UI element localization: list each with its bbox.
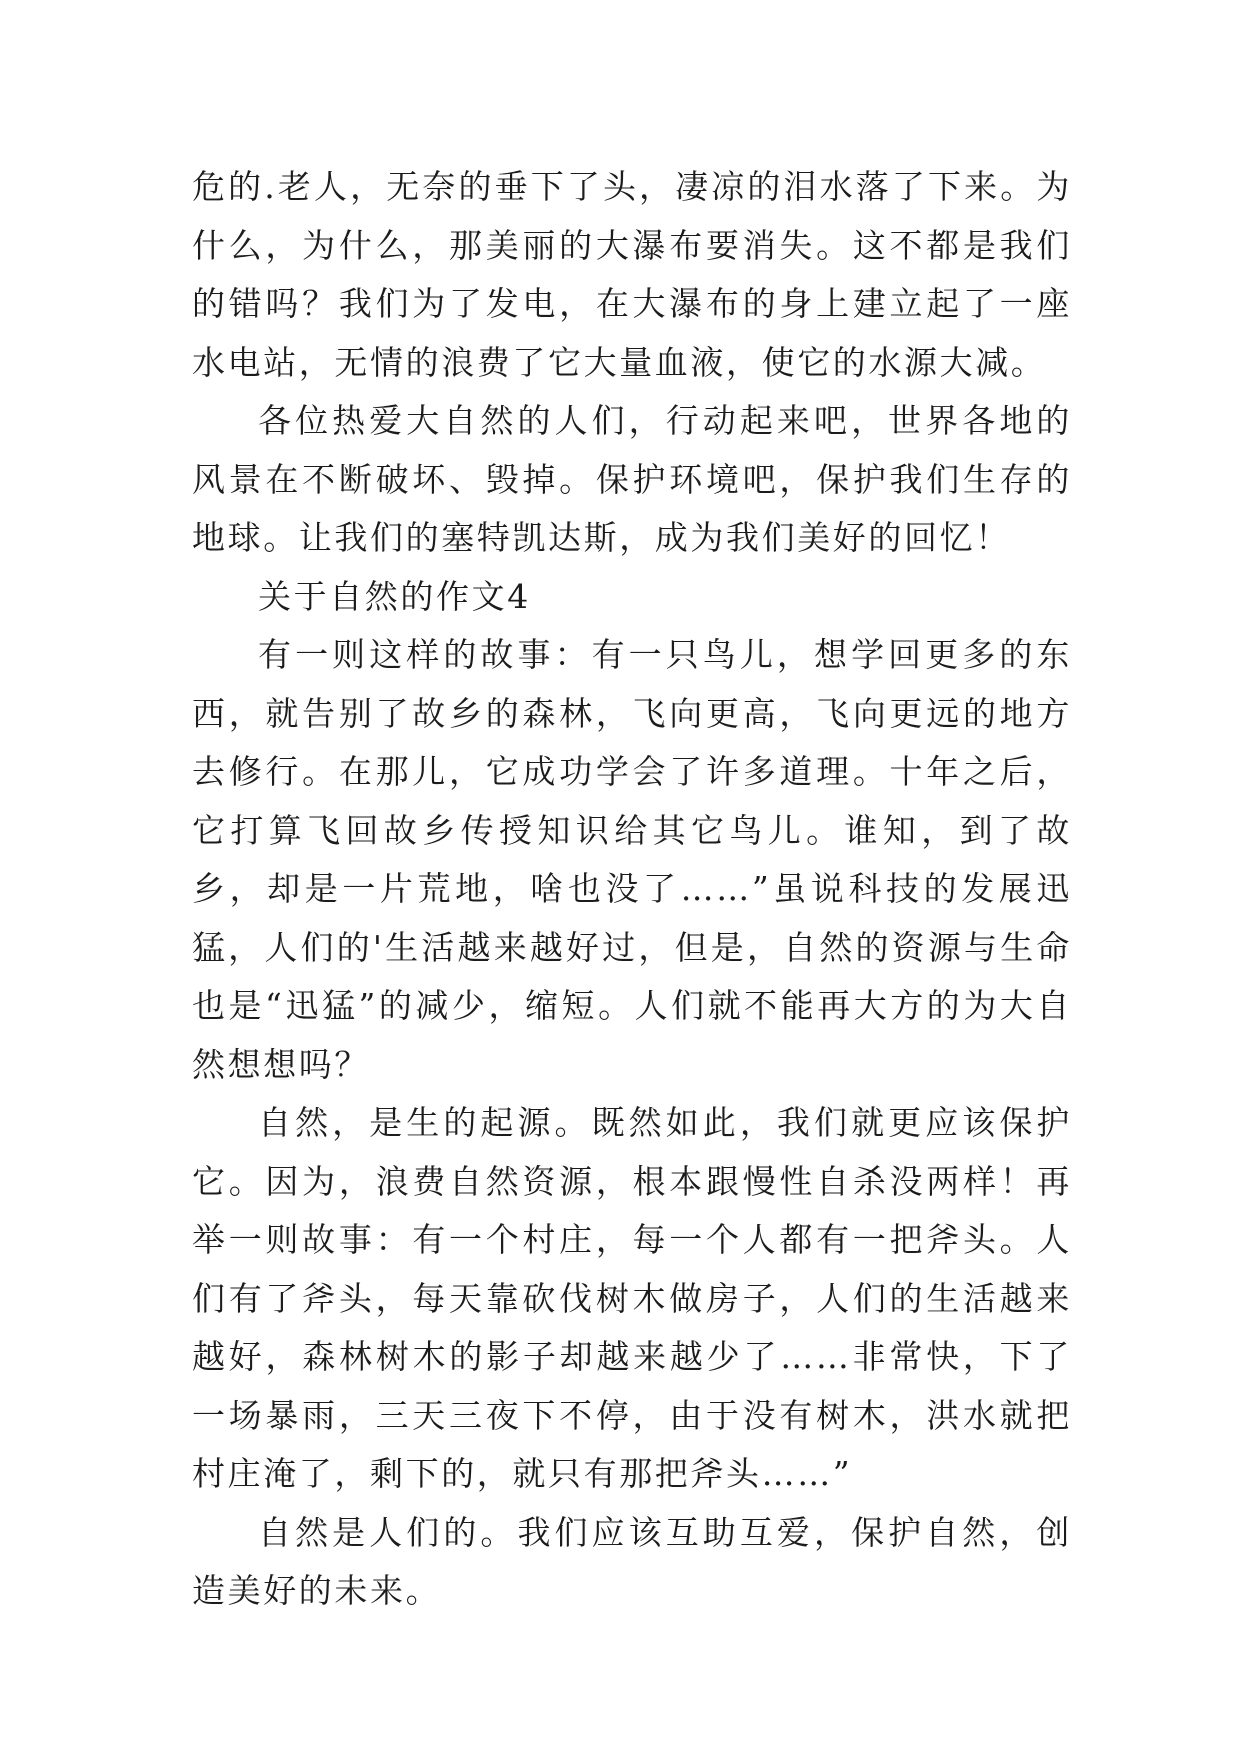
paragraph-1: 危的.老人，无奈的垂下了头，凄凉的泪水落了下来。为什么，为什么，那美丽的大瀑布要消失。这不都是我们的错吗？我们为了发电，在大瀑布的身上建立起了一座水电站，无情的浪费了它大量血液，使它的水源大减。	[192, 167, 1072, 382]
paragraph-4: 自然，是生的起源。既然如此，我们就更应该保护它。因为，浪费自然资源，根本跟慢性自杀没两样！再举一则故事：有一个村庄，每一个人都有一把斧头。人们有了斧头，每天靠砍伐树木做房子，人们的生活越来越好，森林树木的影子却越来越少了……非常快，下了一场暴雨，三天三夜下不停，由于没有树木，洪水就把村庄淹了，剩下的，就只有那把斧头……”	[192, 1103, 1072, 1493]
paragraph-3: 有一则这样的故事：有一只鸟儿，想学回更多的东西，就告别了故乡的森林，飞向更高，飞向更远的地方去修行。在那儿，它成功学会了许多道理。十年之后，它打算飞回故乡传授知识给其它鸟儿。谁知，到了故乡，却是一片荒地，啥也没了……”虽说科技的发展迅猛，人们的'生活越来越好过，但是，自然的资源与生命也是“迅猛”的减少，缩短。人们就不能再大方的为大自然想想吗？	[192, 635, 1072, 1084]
paragraph-2: 各位热爱大自然的人们，行动起来吧，世界各地的风景在不断破坏、毁掉。保护环境吧，保护我们生存的地球。让我们的塞特凯达斯，成为我们美好的回忆！	[192, 401, 1072, 557]
paragraph-5: 自然是人们的。我们应该互助互爱，保护自然，创造美好的未来。	[192, 1512, 1072, 1610]
section-heading: 关于自然的作文4	[258, 576, 531, 616]
document-body	[192, 158, 1072, 1621]
